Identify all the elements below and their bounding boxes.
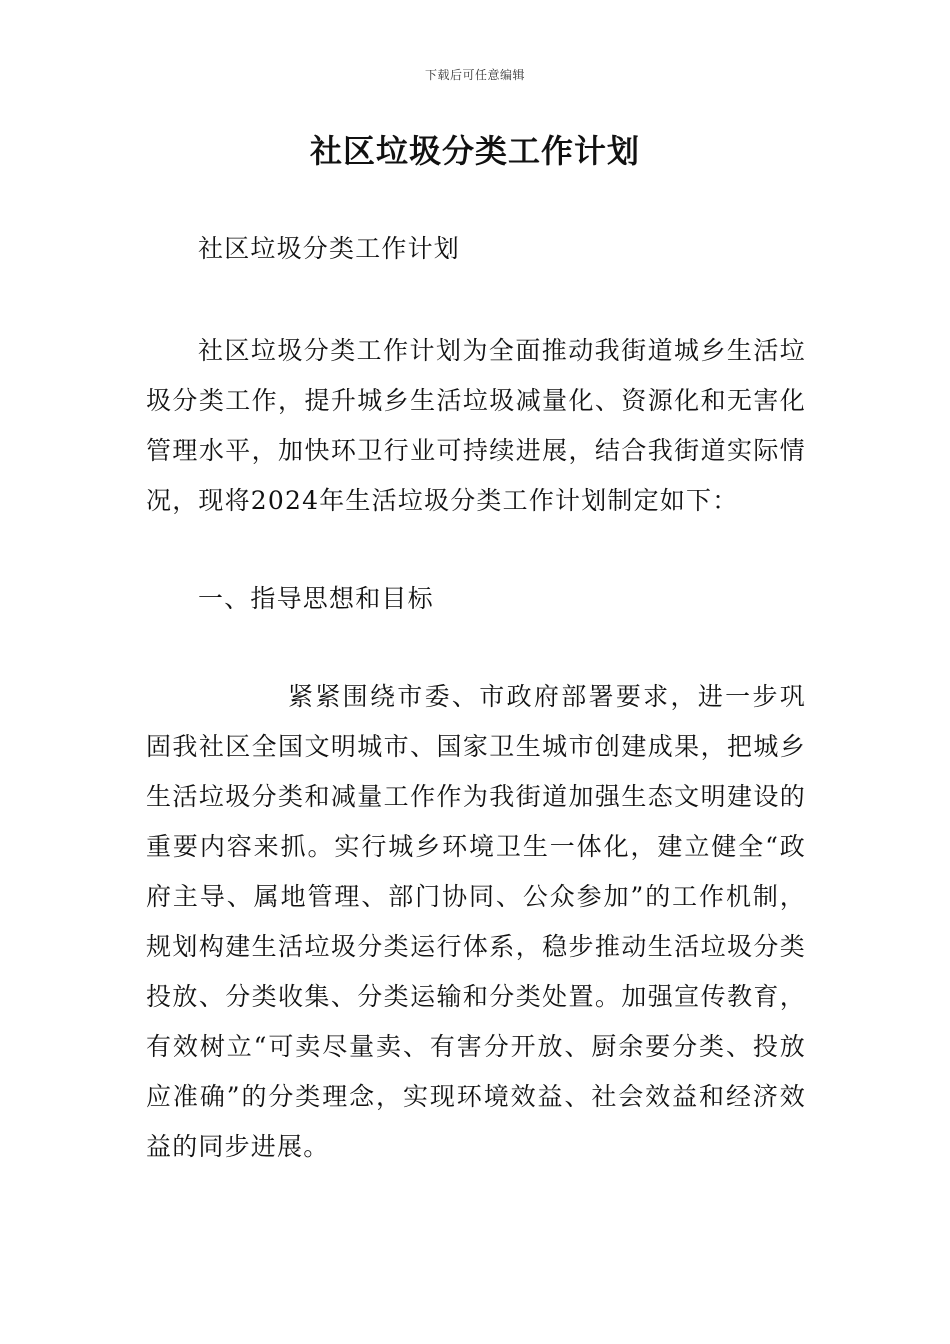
section1-body-text: 紧紧围绕市委、市政府部署要求，进一步巩固我社区全国文明城市、国家卫生城市创建成果，把城乡生活垃圾分类和减量工作作为我街道加强生态文明建设的重要内容来抓。实行城乡环境卫生一体化，建立健全“政府主导、属地管理、部门协同、公众参加”的工作机制，规划构建生活垃圾分类运行体系，稳步推动生活垃圾分类投放、分类收集、分类运输和分类处置。加强宣传教育，有效树立“可卖尽量卖、有害分开放、厨余要分类、投放应准确”的分类理念，实现环境效益、社会效益和经济效益的同步进展。	[146, 682, 806, 1161]
document-title: 社区垃圾分类工作计划	[309, 132, 640, 170]
intro-paragraph	[146, 326, 806, 526]
subtitle-text: 社区垃圾分类工作计划	[198, 234, 461, 263]
intro-text: 社区垃圾分类工作计划为全面推动我街道城乡生活垃圾分类工作，提升城乡生活垃圾减量化、资源化和无害化管理水平，加快环卫行业可持续进展，结合我街道实际情况，现将2024年生活垃圾分类工作计划制定如下：	[146, 336, 806, 515]
section1-heading-text: 一、指导思想和目标	[198, 584, 434, 613]
document-subtitle	[146, 224, 806, 274]
header-note: 下载后可任意编辑	[424, 68, 525, 82]
section-heading	[146, 574, 806, 624]
section-body	[146, 672, 806, 1172]
